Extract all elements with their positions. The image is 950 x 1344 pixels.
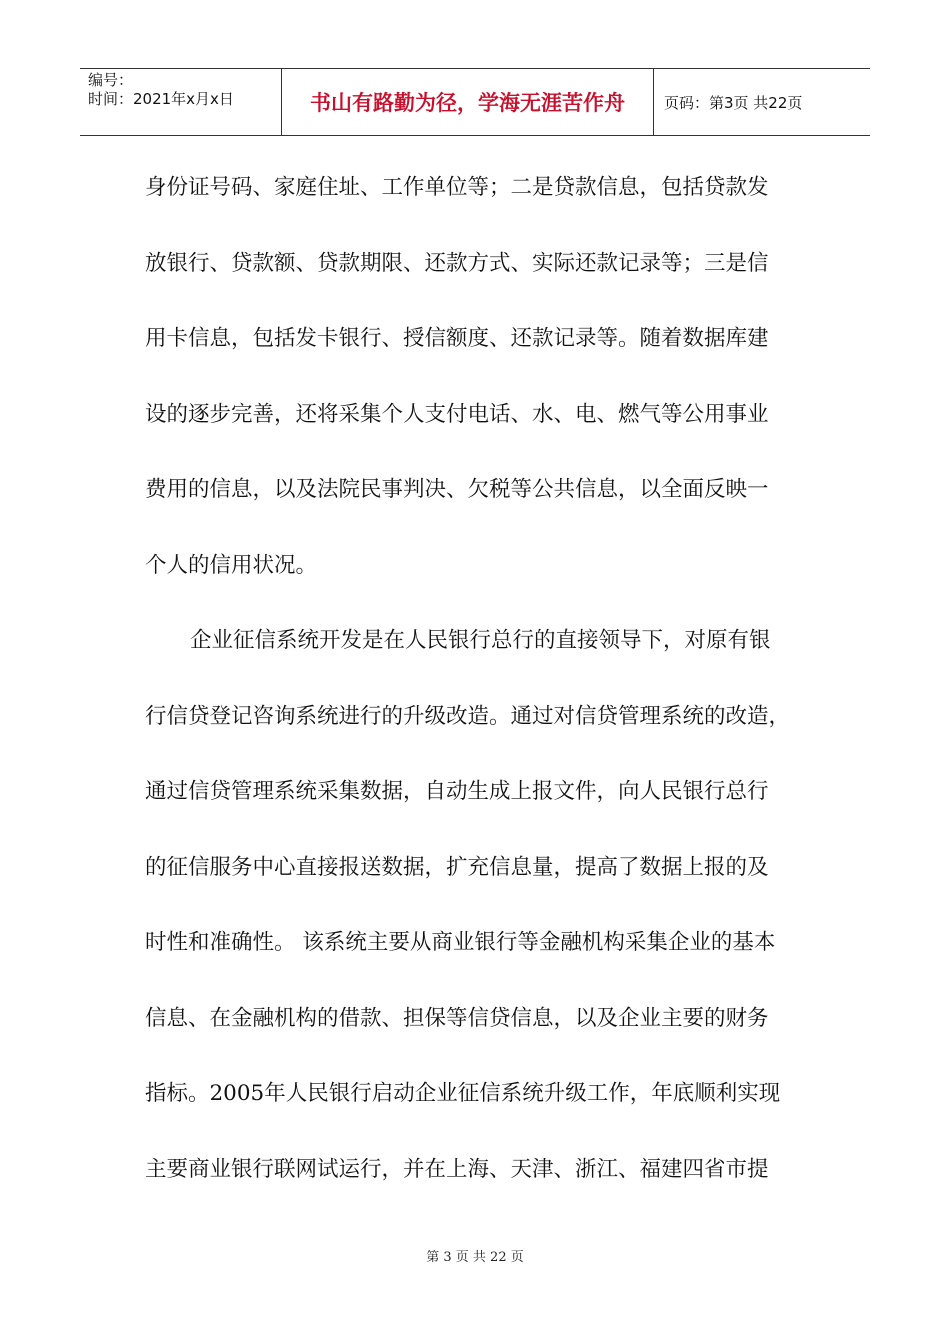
page-header (80, 68, 870, 136)
text-line: 的征信服务中心直接报送数据，扩充信息量，提高了数据上报的及 (145, 854, 769, 880)
text-line: 用卡信息，包括发卡银行、授信额度、还款记录等。随着数据库建 (145, 326, 769, 351)
text-line: 企业征信系统开发是在人民银行总行的直接领导下，对原有银 (190, 628, 771, 653)
text-line: 设的逐步完善，还将采集个人支付电话、水、电、燃气等公用事业 (145, 401, 769, 427)
text-line: 指标。2005年人民银行启动企业征信系统升级工作，年底顺利实现 (145, 1081, 781, 1106)
document-body (145, 150, 815, 1207)
header-meta (80, 69, 282, 135)
text-line: 主要商业银行联网试运行，并在上海、天津、浙江、福建四省市提 (145, 1156, 769, 1182)
text-line: 时性和准确性。 该系统主要从商业银行等金融机构采集企业的基本 (145, 930, 776, 955)
text-line: 费用的信息，以及法院民事判决、欠税等公共信息，以全面反映一 (145, 477, 769, 502)
number-label: 编号： (88, 71, 134, 89)
text-line: 个人的信用状况。 (145, 552, 318, 578)
text-line: 信息、在金融机构的借款、担保等信贷信息，以及企业主要的财务 (145, 1005, 769, 1031)
text-line: 通过信贷管理系统采集数据，自动生成上报文件，向人民银行总行 (145, 779, 769, 804)
text-line: 身份证号码、家庭住址、工作单位等；二是贷款信息，包括贷款发 (145, 175, 769, 200)
text-line: 行信贷登记咨询系统进行的升级改造。通过对信贷管理系统的改造， (145, 703, 791, 729)
header-motto: 书山有路勤为径，学海无涯苦作舟 (282, 69, 654, 135)
page-footer: 第 3 页 共 22 页 (426, 1250, 524, 1265)
time-label: 时间：2021年x月x日 (88, 90, 234, 108)
header-page-info: 页码：第3页 共22页 (664, 93, 803, 112)
text-line: 放银行、贷款额、贷款期限、还款方式、实际还款记录等；三是信 (145, 250, 769, 276)
